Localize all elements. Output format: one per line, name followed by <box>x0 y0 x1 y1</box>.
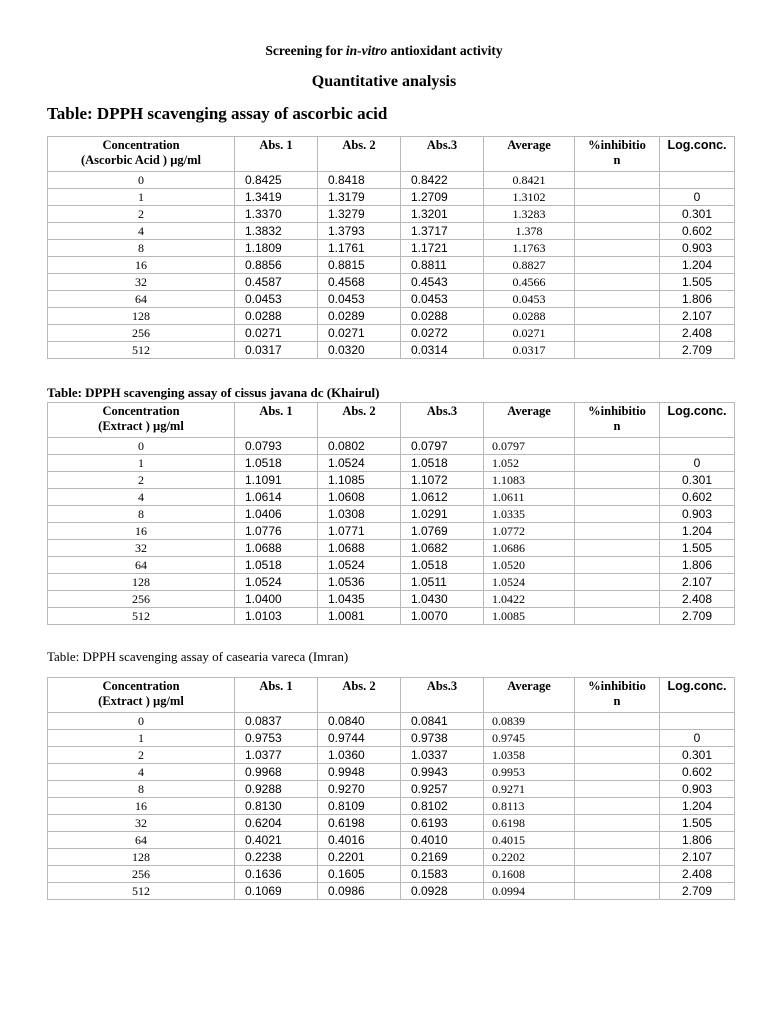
cell-abs3: 0.0797 <box>401 438 484 455</box>
table-row <box>48 713 735 730</box>
cell-average: 1.0358 <box>484 747 575 764</box>
cell-inhibition <box>575 308 660 325</box>
cell-abs2: 1.0308 <box>318 506 401 523</box>
cell-abs3: 0.0314 <box>401 342 484 359</box>
cell-concentration: 4 <box>48 764 235 781</box>
table-row <box>48 489 735 506</box>
table-header-row <box>48 678 735 713</box>
cell-concentration: 16 <box>48 798 235 815</box>
cell-inhibition <box>575 472 660 489</box>
cell-concentration: 64 <box>48 832 235 849</box>
cell-average: 1.3283 <box>484 206 575 223</box>
cell-inhibition <box>575 206 660 223</box>
cell-abs3: 1.0430 <box>401 591 484 608</box>
table-row <box>48 781 735 798</box>
cell-abs2: 1.0435 <box>318 591 401 608</box>
cell-inhibition <box>575 274 660 291</box>
cell-average: 1.0611 <box>484 489 575 506</box>
cell-abs1: 1.1809 <box>235 240 318 257</box>
cell-average: 0.2202 <box>484 849 575 866</box>
cell-log-conc: 1.806 <box>660 832 735 849</box>
cell-average: 1.0524 <box>484 574 575 591</box>
cell-abs1: 1.0776 <box>235 523 318 540</box>
cell-average: 0.0797 <box>484 438 575 455</box>
cell-abs1: 0.0288 <box>235 308 318 325</box>
cell-inhibition <box>575 240 660 257</box>
cell-average: 1.052 <box>484 455 575 472</box>
header-log-conc: Log.conc. <box>660 137 735 172</box>
cell-abs3: 0.9738 <box>401 730 484 747</box>
cell-average: 0.0453 <box>484 291 575 308</box>
cell-abs3: 0.0272 <box>401 325 484 342</box>
cell-abs3: 1.0337 <box>401 747 484 764</box>
cell-average: 0.9953 <box>484 764 575 781</box>
cell-log-conc: 2.107 <box>660 574 735 591</box>
cell-inhibition <box>575 557 660 574</box>
cell-concentration: 2 <box>48 206 235 223</box>
header-abs1: Abs. 1 <box>235 137 318 172</box>
cell-concentration: 2 <box>48 747 235 764</box>
table-row <box>48 849 735 866</box>
cell-log-conc: 1.505 <box>660 540 735 557</box>
cell-abs1: 0.9753 <box>235 730 318 747</box>
cell-log-conc: 0 <box>660 455 735 472</box>
cell-log-conc: 0.602 <box>660 764 735 781</box>
cell-log-conc: 2.408 <box>660 866 735 883</box>
table-row <box>48 523 735 540</box>
cell-abs3: 0.0288 <box>401 308 484 325</box>
cell-average: 0.1608 <box>484 866 575 883</box>
cell-abs2: 1.0608 <box>318 489 401 506</box>
cell-abs3: 0.2169 <box>401 849 484 866</box>
table-caption-casearia: Table: DPPH scavenging assay of casearia vareca (Imran) <box>47 649 349 664</box>
cell-concentration: 16 <box>48 257 235 274</box>
cell-abs3: 0.8422 <box>401 172 484 189</box>
cell-log-conc: 0.301 <box>660 472 735 489</box>
cell-log-conc: 2.709 <box>660 342 735 359</box>
cell-inhibition <box>575 747 660 764</box>
cell-abs2: 1.0524 <box>318 557 401 574</box>
cell-average: 1.3102 <box>484 189 575 206</box>
table-row <box>48 291 735 308</box>
cell-abs3: 1.3717 <box>401 223 484 240</box>
cell-log-conc: 0.903 <box>660 781 735 798</box>
cell-log-conc <box>660 438 735 455</box>
header-abs2: Abs. 2 <box>318 137 401 172</box>
table-row <box>48 240 735 257</box>
cell-average: 1.0772 <box>484 523 575 540</box>
cell-abs3: 0.9943 <box>401 764 484 781</box>
header-log-conc: Log.conc. <box>660 678 735 713</box>
cell-abs1: 0.0271 <box>235 325 318 342</box>
header-abs3: Abs.3 <box>401 403 484 438</box>
table-row <box>48 730 735 747</box>
table-row <box>48 574 735 591</box>
cell-abs1: 0.8856 <box>235 257 318 274</box>
table-header-row <box>48 403 735 438</box>
cell-abs2: 0.8418 <box>318 172 401 189</box>
document-subheading: Quantitative analysis <box>311 73 457 90</box>
cell-abs2: 1.3179 <box>318 189 401 206</box>
cell-inhibition <box>575 815 660 832</box>
table-row <box>48 455 735 472</box>
cell-abs2: 1.0524 <box>318 455 401 472</box>
table-row <box>48 883 735 900</box>
cell-inhibition <box>575 489 660 506</box>
cell-abs1: 0.8130 <box>235 798 318 815</box>
header-abs3: Abs.3 <box>401 678 484 713</box>
table-row <box>48 223 735 240</box>
cell-abs1: 0.8425 <box>235 172 318 189</box>
cell-abs2: 0.9744 <box>318 730 401 747</box>
header-average: Average <box>484 678 575 713</box>
cell-abs3: 1.0511 <box>401 574 484 591</box>
cell-inhibition <box>575 591 660 608</box>
cell-concentration: 1 <box>48 730 235 747</box>
header-concentration: Concentration (Extract ) µg/ml <box>48 403 235 438</box>
cell-inhibition <box>575 849 660 866</box>
cell-average: 0.0317 <box>484 342 575 359</box>
cell-abs3: 0.4543 <box>401 274 484 291</box>
cell-concentration: 256 <box>48 325 235 342</box>
cell-average: 0.0271 <box>484 325 575 342</box>
cell-average: 0.4015 <box>484 832 575 849</box>
cell-average: 1.0520 <box>484 557 575 574</box>
cell-abs1: 0.4021 <box>235 832 318 849</box>
cell-abs1: 0.1636 <box>235 866 318 883</box>
cell-abs1: 1.0406 <box>235 506 318 523</box>
cell-abs2: 0.0320 <box>318 342 401 359</box>
cell-log-conc: 1.204 <box>660 523 735 540</box>
cell-concentration: 64 <box>48 291 235 308</box>
table-header-row <box>48 137 735 172</box>
header-abs2: Abs. 2 <box>318 678 401 713</box>
heading-text: Screening for <box>265 43 346 58</box>
cell-abs2: 0.0840 <box>318 713 401 730</box>
cell-log-conc: 1.204 <box>660 798 735 815</box>
cell-average: 0.0994 <box>484 883 575 900</box>
table-caption-ascorbic: Table: DPPH scavenging assay of ascorbic acid <box>47 104 388 123</box>
cell-inhibition <box>575 223 660 240</box>
header-log-conc: Log.conc. <box>660 403 735 438</box>
cell-concentration: 128 <box>48 308 235 325</box>
table-row <box>48 815 735 832</box>
cell-abs3: 1.0612 <box>401 489 484 506</box>
cell-concentration: 128 <box>48 574 235 591</box>
cell-concentration: 512 <box>48 608 235 625</box>
cell-concentration: 32 <box>48 274 235 291</box>
table-row <box>48 506 735 523</box>
cell-average: 1.378 <box>484 223 575 240</box>
header-abs2: Abs. 2 <box>318 403 401 438</box>
cell-inhibition <box>575 798 660 815</box>
cell-abs2: 0.8815 <box>318 257 401 274</box>
cell-abs3: 1.2709 <box>401 189 484 206</box>
cell-abs2: 1.0536 <box>318 574 401 591</box>
cell-concentration: 8 <box>48 781 235 798</box>
cell-inhibition <box>575 883 660 900</box>
table-row <box>48 608 735 625</box>
cell-concentration: 0 <box>48 438 235 455</box>
cell-abs3: 1.0291 <box>401 506 484 523</box>
header-abs3: Abs.3 <box>401 137 484 172</box>
table-row <box>48 308 735 325</box>
cell-abs3: 0.8102 <box>401 798 484 815</box>
cell-concentration: 256 <box>48 591 235 608</box>
cell-abs1: 1.0518 <box>235 455 318 472</box>
cell-abs2: 0.4568 <box>318 274 401 291</box>
header-average: Average <box>484 137 575 172</box>
document-heading <box>0 43 768 59</box>
cell-abs3: 1.0518 <box>401 455 484 472</box>
cell-abs3: 0.0928 <box>401 883 484 900</box>
cell-log-conc: 2.709 <box>660 883 735 900</box>
table-row <box>48 325 735 342</box>
cell-abs2: 0.9270 <box>318 781 401 798</box>
cell-concentration: 8 <box>48 506 235 523</box>
cell-average: 0.9271 <box>484 781 575 798</box>
table-row <box>48 591 735 608</box>
cell-abs2: 1.0081 <box>318 608 401 625</box>
cell-concentration: 32 <box>48 815 235 832</box>
cell-inhibition <box>575 713 660 730</box>
cell-abs3: 1.0682 <box>401 540 484 557</box>
cell-average: 1.0686 <box>484 540 575 557</box>
table-row <box>48 189 735 206</box>
cell-abs1: 0.6204 <box>235 815 318 832</box>
header-inhibition: %inhibitio n <box>575 403 660 438</box>
table-cissus-javana <box>47 402 735 625</box>
cell-abs1: 1.0524 <box>235 574 318 591</box>
cell-inhibition <box>575 438 660 455</box>
cell-abs1: 1.0518 <box>235 557 318 574</box>
cell-inhibition <box>575 342 660 359</box>
cell-log-conc <box>660 172 735 189</box>
table-row <box>48 274 735 291</box>
header-inhibition: %inhibitio n <box>575 678 660 713</box>
table-ascorbic-acid <box>47 136 735 359</box>
cell-abs2: 0.8109 <box>318 798 401 815</box>
cell-abs2: 0.1605 <box>318 866 401 883</box>
cell-abs2: 1.1085 <box>318 472 401 489</box>
cell-log-conc: 0.602 <box>660 489 735 506</box>
cell-abs3: 0.0453 <box>401 291 484 308</box>
cell-abs2: 1.0688 <box>318 540 401 557</box>
cell-inhibition <box>575 540 660 557</box>
cell-average: 0.4566 <box>484 274 575 291</box>
cell-inhibition <box>575 608 660 625</box>
cell-abs3: 1.0070 <box>401 608 484 625</box>
cell-average: 0.0839 <box>484 713 575 730</box>
table-row <box>48 866 735 883</box>
cell-abs1: 1.0688 <box>235 540 318 557</box>
cell-abs2: 1.3279 <box>318 206 401 223</box>
cell-log-conc: 2.107 <box>660 849 735 866</box>
cell-average: 1.0335 <box>484 506 575 523</box>
cell-inhibition <box>575 764 660 781</box>
cell-log-conc: 2.107 <box>660 308 735 325</box>
heading-italic-text: in-vitro <box>345 43 388 58</box>
cell-abs1: 1.0103 <box>235 608 318 625</box>
cell-abs2: 0.9948 <box>318 764 401 781</box>
header-average: Average <box>484 403 575 438</box>
cell-inhibition <box>575 172 660 189</box>
cell-inhibition <box>575 866 660 883</box>
cell-abs2: 0.0802 <box>318 438 401 455</box>
cell-log-conc: 1.806 <box>660 557 735 574</box>
cell-log-conc: 0.602 <box>660 223 735 240</box>
cell-average: 1.0085 <box>484 608 575 625</box>
cell-abs2: 0.2201 <box>318 849 401 866</box>
cell-concentration: 4 <box>48 489 235 506</box>
cell-abs1: 1.3370 <box>235 206 318 223</box>
cell-average: 1.1763 <box>484 240 575 257</box>
cell-average: 0.9745 <box>484 730 575 747</box>
cell-inhibition <box>575 291 660 308</box>
cell-abs1: 1.0614 <box>235 489 318 506</box>
cell-abs2: 1.1761 <box>318 240 401 257</box>
table-row <box>48 472 735 489</box>
cell-inhibition <box>575 455 660 472</box>
cell-abs1: 1.3419 <box>235 189 318 206</box>
cell-abs1: 1.3832 <box>235 223 318 240</box>
cell-abs1: 0.2238 <box>235 849 318 866</box>
cell-abs2: 0.0453 <box>318 291 401 308</box>
table-row <box>48 342 735 359</box>
cell-abs2: 0.0289 <box>318 308 401 325</box>
cell-concentration: 512 <box>48 342 235 359</box>
cell-average: 0.8421 <box>484 172 575 189</box>
cell-log-conc: 0.301 <box>660 206 735 223</box>
cell-abs1: 0.0317 <box>235 342 318 359</box>
cell-abs1: 1.1091 <box>235 472 318 489</box>
table-row <box>48 257 735 274</box>
cell-log-conc: 0.903 <box>660 240 735 257</box>
cell-abs3: 1.1721 <box>401 240 484 257</box>
cell-inhibition <box>575 781 660 798</box>
cell-inhibition <box>575 574 660 591</box>
cell-abs2: 0.4016 <box>318 832 401 849</box>
cell-abs1: 0.0453 <box>235 291 318 308</box>
table-row <box>48 206 735 223</box>
cell-abs1: 0.1069 <box>235 883 318 900</box>
cell-average: 0.0288 <box>484 308 575 325</box>
cell-average: 1.0422 <box>484 591 575 608</box>
cell-concentration: 32 <box>48 540 235 557</box>
cell-abs3: 0.0841 <box>401 713 484 730</box>
table-row <box>48 172 735 189</box>
cell-log-conc: 0 <box>660 189 735 206</box>
cell-inhibition <box>575 257 660 274</box>
cell-inhibition <box>575 730 660 747</box>
cell-inhibition <box>575 325 660 342</box>
table-row <box>48 764 735 781</box>
cell-concentration: 0 <box>48 713 235 730</box>
cell-abs1: 0.0837 <box>235 713 318 730</box>
cell-concentration: 16 <box>48 523 235 540</box>
table-caption-cissus: Table: DPPH scavenging assay of cissus javana dc (Khairul) <box>47 385 380 400</box>
cell-concentration: 4 <box>48 223 235 240</box>
cell-log-conc: 0.903 <box>660 506 735 523</box>
cell-abs3: 0.4010 <box>401 832 484 849</box>
table-row <box>48 747 735 764</box>
cell-concentration: 2 <box>48 472 235 489</box>
cell-concentration: 256 <box>48 866 235 883</box>
table-row <box>48 798 735 815</box>
cell-abs3: 1.1072 <box>401 472 484 489</box>
cell-log-conc: 1.505 <box>660 274 735 291</box>
cell-inhibition <box>575 523 660 540</box>
cell-concentration: 1 <box>48 455 235 472</box>
cell-concentration: 0 <box>48 172 235 189</box>
cell-average: 1.1083 <box>484 472 575 489</box>
cell-abs3: 1.0769 <box>401 523 484 540</box>
cell-concentration: 512 <box>48 883 235 900</box>
cell-abs2: 0.0271 <box>318 325 401 342</box>
cell-abs2: 1.3793 <box>318 223 401 240</box>
cell-abs1: 0.4587 <box>235 274 318 291</box>
cell-log-conc: 0 <box>660 730 735 747</box>
cell-inhibition <box>575 832 660 849</box>
cell-abs3: 0.8811 <box>401 257 484 274</box>
cell-abs3: 0.9257 <box>401 781 484 798</box>
cell-abs3: 0.6193 <box>401 815 484 832</box>
cell-concentration: 1 <box>48 189 235 206</box>
header-concentration: Concentration (Ascorbic Acid ) µg/ml <box>48 137 235 172</box>
cell-log-conc: 2.408 <box>660 325 735 342</box>
cell-log-conc: 1.806 <box>660 291 735 308</box>
header-inhibition: %inhibitio n <box>575 137 660 172</box>
cell-inhibition <box>575 506 660 523</box>
header-abs1: Abs. 1 <box>235 678 318 713</box>
cell-concentration: 128 <box>48 849 235 866</box>
cell-abs1: 1.0400 <box>235 591 318 608</box>
table-row <box>48 540 735 557</box>
table-row <box>48 832 735 849</box>
cell-log-conc: 2.709 <box>660 608 735 625</box>
cell-abs1: 0.0793 <box>235 438 318 455</box>
cell-inhibition <box>575 189 660 206</box>
cell-abs1: 1.0377 <box>235 747 318 764</box>
cell-concentration: 64 <box>48 557 235 574</box>
cell-log-conc: 0.301 <box>660 747 735 764</box>
cell-abs1: 0.9288 <box>235 781 318 798</box>
header-abs1: Abs. 1 <box>235 403 318 438</box>
cell-abs3: 1.0518 <box>401 557 484 574</box>
cell-abs3: 0.1583 <box>401 866 484 883</box>
cell-average: 0.8113 <box>484 798 575 815</box>
cell-abs2: 1.0771 <box>318 523 401 540</box>
table-row <box>48 438 735 455</box>
heading-text-end: antioxidant activity <box>387 43 503 58</box>
header-concentration: Concentration (Extract ) µg/ml <box>48 678 235 713</box>
table-casearia-vareca <box>47 677 735 900</box>
cell-log-conc <box>660 713 735 730</box>
cell-log-conc: 1.505 <box>660 815 735 832</box>
cell-abs2: 1.0360 <box>318 747 401 764</box>
cell-concentration: 8 <box>48 240 235 257</box>
cell-abs2: 0.6198 <box>318 815 401 832</box>
table-row <box>48 557 735 574</box>
cell-log-conc: 1.204 <box>660 257 735 274</box>
cell-abs1: 0.9968 <box>235 764 318 781</box>
cell-log-conc: 2.408 <box>660 591 735 608</box>
cell-abs2: 0.0986 <box>318 883 401 900</box>
cell-average: 0.6198 <box>484 815 575 832</box>
cell-average: 0.8827 <box>484 257 575 274</box>
cell-abs3: 1.3201 <box>401 206 484 223</box>
